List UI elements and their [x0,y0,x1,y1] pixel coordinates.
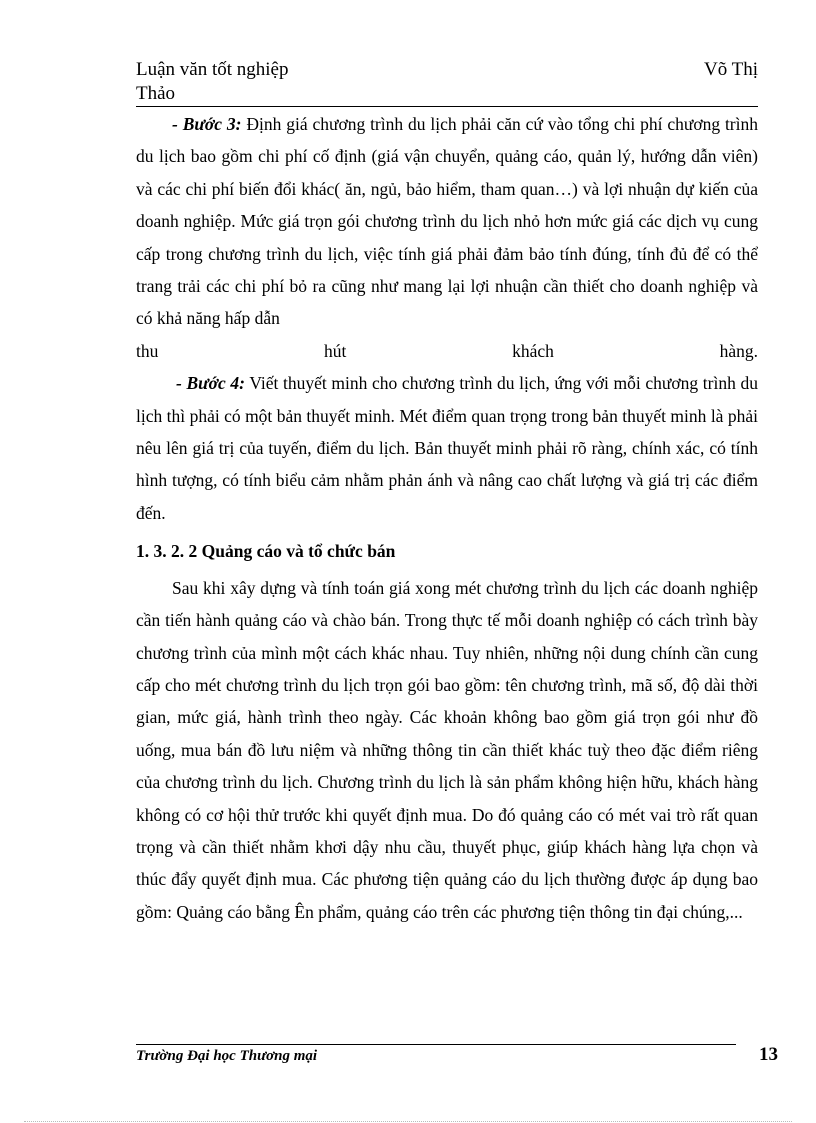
section-heading: 1. 3. 2. 2 Quảng cáo và tổ chức bán [136,541,396,562]
step-3-label: - Bước 3: [172,114,242,134]
step-3-paragraph [136,108,758,335]
step-4-paragraph [136,367,758,529]
footer-school-name: Trường Đại học Thương mại [136,1048,318,1064]
footer-divider [136,1044,736,1045]
step-3-tail-line: thu hút khách hàng. [136,340,758,361]
header-divider [136,106,758,107]
body-paragraph: Sau khi xây dựng và tính toán giá xong mét chương trình du lịch các doanh nghiệp cần tiến hành quảng cáo và chào bán. Trong thực tế mỗi doanh nghiệp có cách trình bày chương trình của mình một cách khác nhau. Tuy nhiên, những nội dung chính cần cung cấp cho mét chương trình du lịch trọn gói bao gồm: tên chương trình, mã số, độ dài thời gian, mức giá, hành trình theo ngày. Các khoản không bao gồm giá trọn gói như đồ uống, mua bán đồ lưu niệm và những thông tin cần thiết khác tuỳ theo đặc điểm riêng của chương trình du lịch. Chương trình du lịch là sản phẩm không hiện hữu, khách hàng không có cơ hội thử trước khi quyết định mua. Do đó quảng cáo có mét vai trò rất quan trọng và cần thiết nhằm khơi dậy nhu cầu, thuyết phục, giúp khách hàng lựa chọn và thúc đẩy quyết định mua. Các phương tiện quảng cáo du lịch thường được áp dụng bao gồm: Quảng cáo bằng Ên phẩm, quảng cáo trên các phương tiện thông tin đại chúng,... [136,577,758,922]
header-author-name-continuation: Thảo [136,83,176,104]
page-number: 13 [759,1044,778,1065]
header-thesis-title: Luận văn tốt nghiệp [136,59,289,80]
page-body [136,108,758,928]
step-4-label: - Bước 4: [176,373,245,394]
page-edge-divider [24,1121,792,1122]
step-4-text: Viết thuyết minh cho chương trình du lịch, ứng với mỗi chương trình du lịch thì phải có một bản thuyết minh. Mét điểm quan trọng trong bản thuyết minh là phải nêu lên giá trị của tuyến, điểm du lịch. Bản thuyết minh phải rõ ràng, chính xác, có tính hình tượng, có tính biểu cảm nhằm phản ánh và nâng cao chất lượng và giá trị các điểm đến. [136,373,758,523]
header-author-name: Võ Thị [703,59,758,80]
page-header [136,58,758,106]
step-3-text: Định giá chương trình du lịch phải căn cứ vào tổng chi phí chương trình du lịch bao gồm chi phí cố định (giá vận chuyển, quảng cáo, quản lý, hướng dẫn viên) và các chi phí biến đổi khác( ăn, ngủ, bảo hiểm, tham quan…) và lợi nhuận dự kiến của doanh nghiệp. Mức giá trọn gói chương trình du lịch nhỏ hơn mức giá các dịch vụ cung cấp trong chương trình du lịch, việc tính giá phải đảm bảo tính đúng, tính đủ để có thể trang trải các chi phí bỏ ra cũng như mang lại lợi nhuận cần thiết cho doanh nghiệp và có khả năng hấp dẫn [136,114,758,329]
